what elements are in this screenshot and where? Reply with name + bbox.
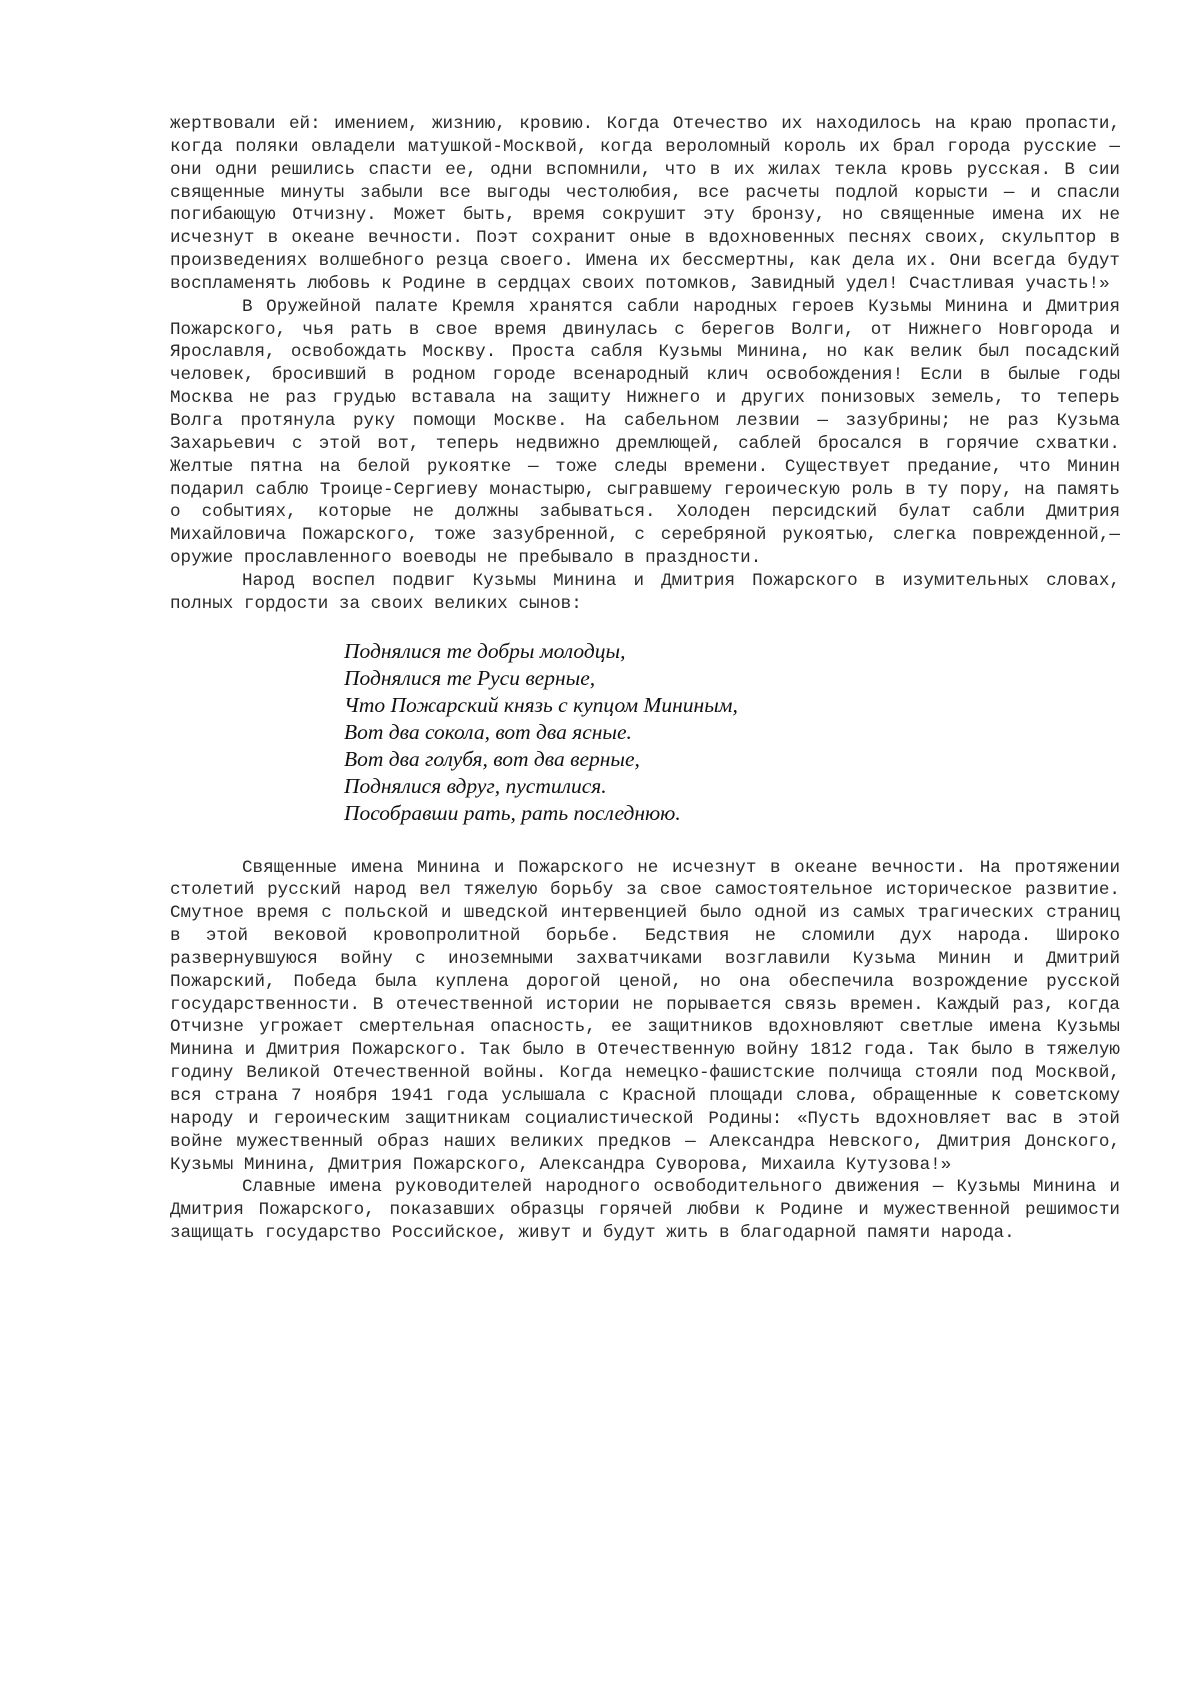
poem-block [344,638,1120,827]
paragraph-sacred-names: Священные имена Минина и Пожарского не исчезнут в океане вечности. На протяжении столетий русский народ вел тяжелую борьбу за свое самостоятельное историческое развитие. Смутное время с польской и шведской интервенцией было одной из самых трагических страниц в этой вековой кровопролитной борьбе. Бедствия не сломили дух народа. Широко развернувшуюся войну с иноземными захватчиками возглавили Кузьма Минин и Дмитрий Пожарский, Победа была куплена дорогой ценой, но она обеспечила возрождение русской государственности. В отечественной истории не порывается связь времен. Каждый раз, когда Отчизне угрожает смертельная опасность, ее защитников вдохновляют светлые имена Кузьмы Минина и Дмитрия Пожарского. Так было в Отечественную войну 1812 года. Так было в тяжелую годину Великой Отечественной войны. Когда немецко-фашистские полчища стояли под Москвой, вся страна 7 ноября 1941 года услышала с Красной площади слова, обращенные к советскому народу и героическим защитникам социалистической Родины: «Пусть вдохновляет вас в этой войне мужественный образ наших великих предков — Александра Невского, Дмитрия Донского, Кузьмы Минина, Дмитрия Пожарского, Александра Суворова, Михаила Кутузова!» [170,857,1120,1175]
poem-line: Вот два голубя, вот два верные, [344,746,640,771]
poem-line: Вот два сокола, вот два ясные. [344,719,632,744]
poem-line: Поднялися те добры молодцы, [344,638,626,663]
document-page [170,113,1120,1245]
poem-line: Поднялися вдруг, пустилися. [344,773,607,798]
poem-line: Что Пожарский князь с купцом Мининым, [344,692,738,717]
text-block-top [170,113,1120,616]
poem-line: Пособравши рать, рать последнюю. [344,800,681,825]
poem-line: Поднялися те Руси верные, [344,665,596,690]
paragraph-continuation: жертвовали ей: имением, жизнию, кровию. Когда Отечество их находилось на краю пропасти, когда поляки овладели матушкой-Москвой, когда вероломный король их брал города русские — они одни решились спасти ее, одни вспомнили, что в их жилах текла кровь русская. В сии священные минуты забыли все выгоды честолюбия, все расчеты подлой корысти — и спасли погибающую Отчизну. Может быть, время сокрушит эту бронзу, но священные имена их не исчезнут в океане вечности. Поэт сохранит оные в вдохновенных песнях своих, скульптор в произведениях волшебного резца своего. Имена их бессмертны, как дела их. Они всегда будут воспламенять любовь к Родине в сердцах своих потомков, Завидный удел! Счастливая участь!» [170,114,1120,294]
paragraph-conclusion: Славные имена руководителей народного освободительного движения — Кузьмы Минина и Дмитрия Пожарского, показавших образцы горячей любви к Родине и мужественной решимости защищать государство Российское, живут и будут жить в благодарной памяти народа. [170,1177,1120,1244]
text-block-bottom [170,857,1120,1245]
paragraph-armory-sabres: В Оружейной палате Кремля хранятся сабли народных героев Кузьмы Минина и Дмитрия Пожарского, чья рать в свое время двинулась с берегов Волги, от Нижнего Новгорода и Ярославля, освобождать Москву. Проста сабля Кузьмы Минина, но как велик был посадский человек, бросивший в родном городе всенародный клич освобождения! Если в былые годы Москва не раз грудью вставала на защиту Нижнего и других понизовых земель, то теперь Волга протянула руку помощи Москве. На сабельном лезвии — зазубрины; не раз Кузьма Захарьевич с этой вот, теперь недвижно дремлющей, саблей бросался в горячие схватки. Желтые пятна на белой рукоятке — тоже следы времени. Существует предание, что Минин подарил саблю Троице-Сергиеву монастырю, сыгравшему героическую роль в ту пору, на память о событиях, которые не должны забываться. Холоден персидский булат сабли Дмитрия Михайловича Пожарского, тоже зазубренной, с серебряной рукоятью, слегка поврежденной,— оружие прославленного воеводы не пребывало в праздности. [170,296,1120,569]
paragraph-poem-intro: Народ воспел подвиг Кузьмы Минина и Дмитрия Пожарского в изумительных словах, полных гордости за своих великих сынов: [170,570,1120,614]
